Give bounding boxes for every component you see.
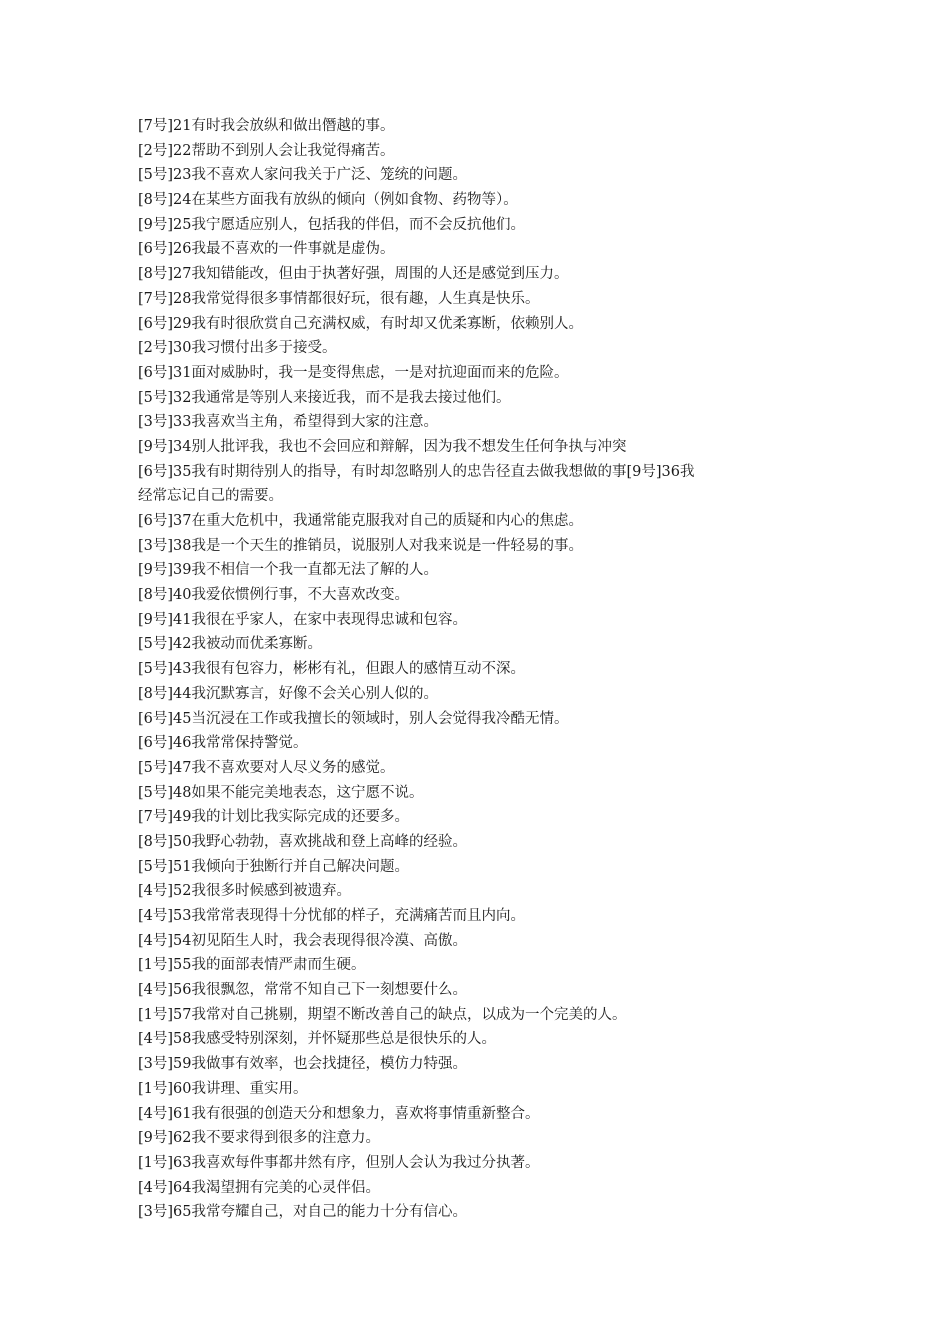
questionnaire-line: [6号]26我最不喜欢的一件事就是虚伪。: [138, 241, 395, 258]
questionnaire-line: 经常忘记自己的需要。: [138, 488, 283, 505]
questionnaire-line: [8号]40我爱依惯例行事，不大喜欢改变。: [138, 587, 409, 604]
questionnaire-items: [138, 114, 808, 1225]
questionnaire-line: [4号]56我很飘忽，常常不知自己下一刻想要什么。: [138, 982, 467, 999]
questionnaire-line: [1号]57我常对自己挑剔，期望不断改善自己的缺点，以成为一个完美的人。: [138, 1006, 627, 1023]
questionnaire-line: [2号]30我习惯付出多于接受。: [138, 340, 337, 357]
questionnaire-line: [2号]22帮助不到别人会让我觉得痛苦。: [138, 142, 395, 159]
questionnaire-line: [3号]33我喜欢当主角，希望得到大家的注意。: [138, 414, 438, 431]
questionnaire-line: [5号]51我倾向于独断行并自己解决问题。: [138, 858, 409, 875]
questionnaire-line: [4号]53我常常表现得十分忧郁的样子，充满痛苦而且内向。: [138, 908, 525, 924]
questionnaire-line: [4号]52我很多时候感到被遗弃。: [138, 883, 351, 900]
questionnaire-line: [6号]31面对威胁时，我一是变得焦虑，一是对抗迎面而来的危险。: [138, 364, 569, 381]
questionnaire-line: [7号]49我的计划比我实际完成的还要多。: [138, 809, 409, 826]
questionnaire-line: [6号]35我有时期待别人的指导，有时却忽略别人的忠告径直去做我想做的事[9号]36我: [138, 463, 695, 480]
questionnaire-line: [6号]29我有时很欣赏自己充满权威，有时却又优柔寡断，依赖别人。: [138, 315, 583, 332]
questionnaire-line: [7号]21有时我会放纵和做出僭越的事。: [138, 118, 395, 134]
questionnaire-line: [6号]37在重大危机中，我通常能克服我对自己的质疑和内心的焦虑。: [138, 513, 583, 529]
questionnaire-line: [1号]60我讲理、重实用。: [138, 1080, 308, 1097]
questionnaire-line: [5号]47我不喜欢要对人尽义务的感觉。: [138, 759, 395, 776]
questionnaire-line: [9号]25我宁愿适应别人，包括我的伴侣，而不会反抗他们。: [138, 216, 525, 233]
questionnaire-line: [3号]59我做事有效率，也会找捷径，模仿力特强。: [138, 1056, 467, 1073]
questionnaire-line: [4号]54初见陌生人时，我会表现得很冷漠、高傲。: [138, 932, 467, 949]
questionnaire-line: [3号]65我常夸耀自己，对自己的能力十分有信心。: [138, 1204, 467, 1221]
questionnaire-line: [9号]39我不相信一个我一直都无法了解的人。: [138, 562, 438, 579]
questionnaire-line: [7号]28我常觉得很多事情都很好玩，很有趣，人生真是快乐。: [138, 290, 540, 307]
questionnaire-line: [5号]32我通常是等别人来接近我，而不是我去接过他们。: [138, 389, 511, 406]
questionnaire-line: [9号]34别人批评我，我也不会回应和辩解，因为我不想发生任何争执与冲突: [138, 438, 627, 455]
questionnaire-line: [1号]63我喜欢每件事都井然有序，但别人会认为我过分执著。: [138, 1154, 540, 1171]
questionnaire-line: [5号]48如果不能完美地表态，这宁愿不说。: [138, 784, 424, 801]
questionnaire-line: [8号]50我野心勃勃，喜欢挑战和登上高峰的经验。: [138, 833, 467, 850]
questionnaire-line: [4号]58我感受特别深刻，并怀疑那些总是很快乐的人。: [138, 1031, 496, 1048]
questionnaire-line: [5号]23我不喜欢人家问我关于广泛、笼统的问题。: [138, 167, 467, 184]
questionnaire-line: [5号]42我被动而优柔寡断。: [138, 636, 322, 653]
questionnaire-line: [8号]27我知错能改，但由于执著好强，周围的人还是感觉到压力。: [138, 266, 569, 283]
questionnaire-line: [8号]24在某些方面我有放纵的倾向（例如食物、药物等）。: [138, 192, 518, 209]
questionnaire-line: [6号]45当沉浸在工作或我擅长的领域时，别人会觉得我冷酷无情。: [138, 710, 569, 727]
questionnaire-line: [4号]61我有很强的创造天分和想象力，喜欢将事情重新整合。: [138, 1105, 540, 1122]
questionnaire-line: [9号]62我不要求得到很多的注意力。: [138, 1130, 380, 1147]
questionnaire-line: [1号]55我的面部表情严肃而生硬。: [138, 957, 366, 974]
questionnaire-line: [5号]43我很有包容力，彬彬有礼，但跟人的感情互动不深。: [138, 661, 525, 678]
questionnaire-line: [9号]41我很在乎家人，在家中表现得忠诚和包容。: [138, 611, 467, 628]
questionnaire-line: [4号]64我渴望拥有完美的心灵伴侣。: [138, 1179, 380, 1196]
questionnaire-line: [3号]38我是一个天生的推销员，说服别人对我来说是一件轻易的事。: [138, 537, 583, 554]
questionnaire-line: [6号]46我常常保持警觉。: [138, 735, 308, 752]
questionnaire-line: [8号]44我沉默寡言，好像不会关心别人似的。: [138, 685, 438, 702]
